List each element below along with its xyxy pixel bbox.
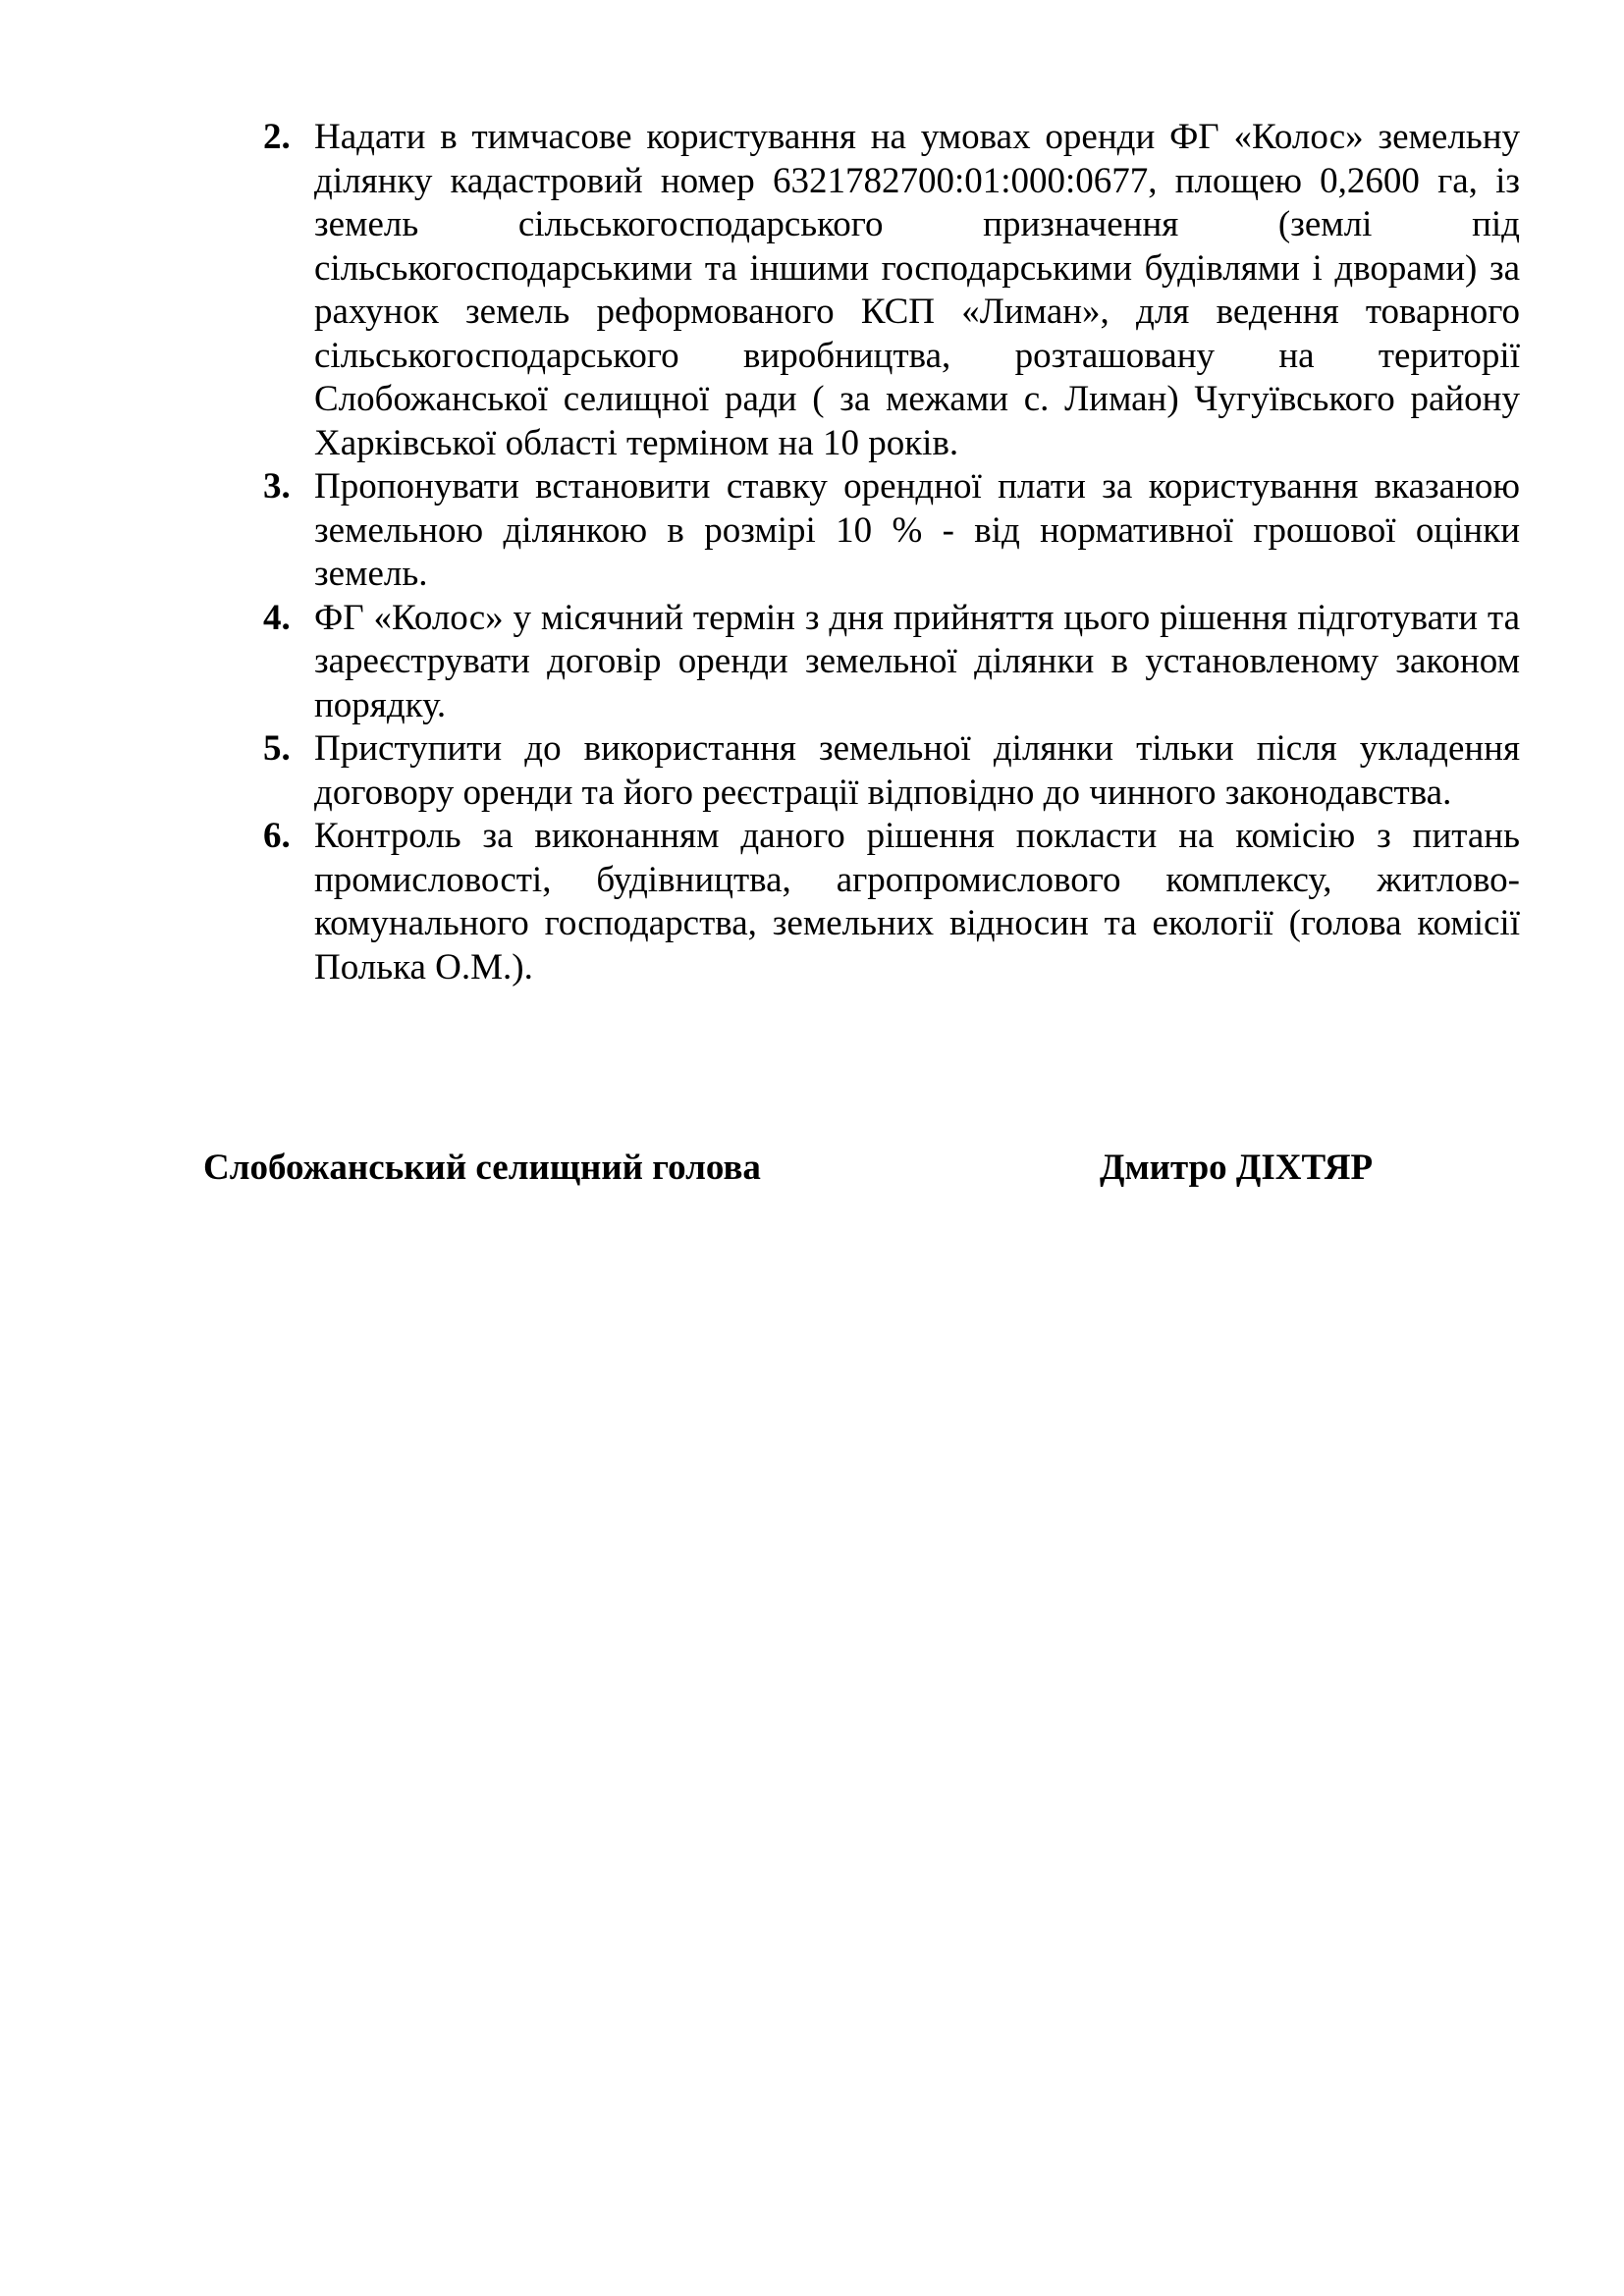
list-item — [263, 465, 1520, 597]
item-number: 3. — [263, 466, 291, 507]
item-text: Приступити до використання земельної ділянки тільки після укладення договору оренди та його реєстрації відповідно до чинного законодавства. — [314, 728, 1520, 813]
item-number: 4. — [263, 597, 291, 638]
item-text: Контроль за виконанням даного рішення покласти на комісію з питань промисловості, будівництва, агропромислового комплексу, житлово-комунального господарства, земельних відносин та екології (голова комісії Полька О.М.). — [314, 816, 1520, 988]
decision-list — [263, 116, 1520, 989]
item-number: 5. — [263, 728, 291, 769]
item-text: Пропонувати встановити ставку орендної плати за користування вказаною земельною ділянкою в розмірі 10 % - від нормативної грошової оцінки земель. — [314, 466, 1520, 594]
item-number: 2. — [263, 117, 291, 157]
list-item — [263, 727, 1520, 815]
list-item — [263, 116, 1520, 465]
list-item — [263, 815, 1520, 989]
item-number: 6. — [263, 816, 291, 856]
item-text: ФГ «Колос» у місячний термін з дня прийняття цього рішення підготувати та зареєструвати договір оренди земельної ділянки в установленому законом порядку. — [314, 597, 1520, 725]
list-item — [263, 597, 1520, 728]
signatory-name: Дмитро ДІХТЯР — [1100, 1148, 1374, 1188]
signatory-title: Слобожанський селищний голова — [203, 1148, 761, 1188]
item-text: Надати в тимчасове користування на умовах оренди ФГ «Колос» земельну ділянку кадастровий номер 6321782700:01:000:0677, площею 0,2600 га, із земель сільськогосподарського призначення (землі під сільськогосподарськими та іншими господарськими будівлями і дворами) за рахунок земель реформованого КСП «Лиман», для ведення товарного сільськогосподарського виробництва, розташовану на території Слобожанської селищної ради ( за межами с. Лиман) Чугуївського району Харківської області терміном на 10 років. — [314, 117, 1520, 463]
